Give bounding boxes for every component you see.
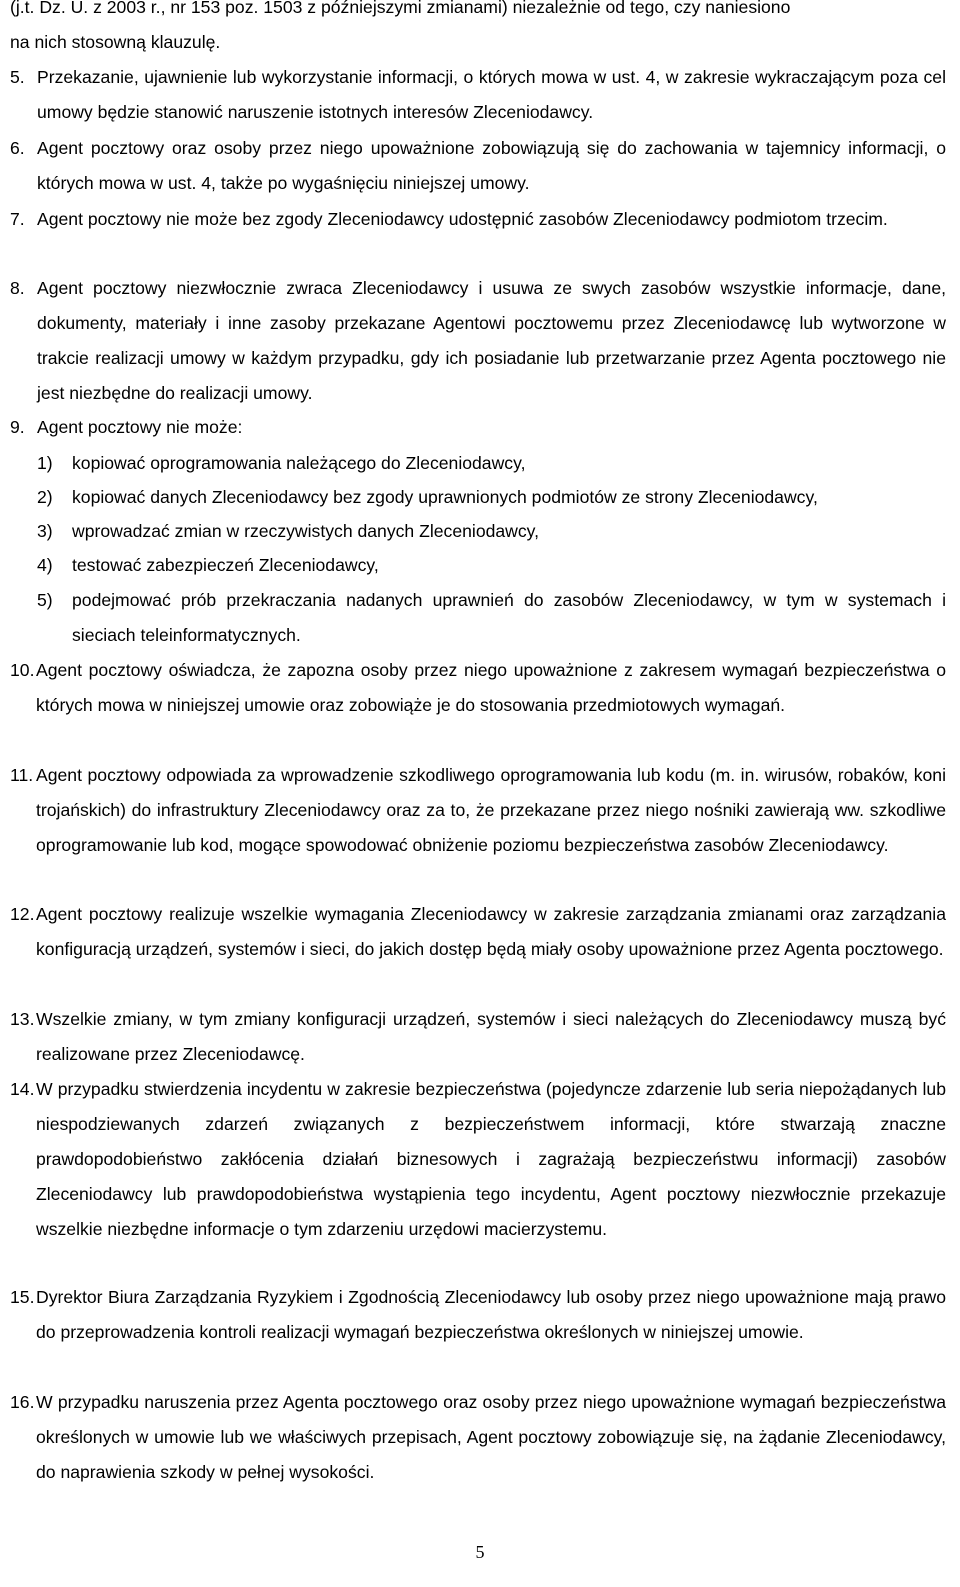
item-number: 11. bbox=[10, 765, 34, 785]
sub-item-text: wprowadzać zmian w rzeczywistych danych Zleceniodawcy, bbox=[72, 521, 540, 541]
item-number: 5. bbox=[10, 67, 25, 87]
item-text: Dyrektor Biura Zarządzania Ryzykiem i Zgodnością Zleceniodawcy lub osoby przez niego upoważnione mają prawo do przeprowadzenia kontroli realizacji wymagań bezpieczeństwa określonych w niniejszej umowie. bbox=[36, 1287, 946, 1342]
sub-item-number: 1) bbox=[37, 453, 53, 473]
item-text: W przypadku stwierdzenia incydentu w zakresie bezpieczeństwa (pojedyncze zdarzenie lub seria niepożądanych lub niespodziewanych zdarzeń związanych z bezpieczeństwem informacji, które stwarzają znaczne prawdopodobieństwo zakłócenia działań biznesowych i zagrażają bezpieczeństwu informacji) zasobów Zleceniodawcy lub prawdopodobieństwa wystąpienia tego incydentu, Agent pocztowy niezwłocznie przekazuje wszelkie niezbędne informacje o tym zdarzeniu urzędowi macierzystemu. bbox=[36, 1079, 946, 1239]
sub-item-text: podejmować prób przekraczania nadanych uprawnień do zasobów Zleceniodawcy, w tym w systemach i sieciach teleinformatycznych. bbox=[72, 590, 946, 645]
intro-line: (j.t. Dz. U. z 2003 r., nr 153 poz. 1503 z późniejszymi zmianami) niezależnie od tego, czy naniesiono bbox=[10, 0, 791, 17]
item-text: Agent pocztowy niezwłocznie zwraca Zleceniodawcy i usuwa ze swych zasobów wszystkie informacje, dane, dokumenty, materiały i inne zasoby przekazane Agentowi pocztowemu przez Zleceniodawcę lub wytworzone w trakcie realizacji umowy w każdym przypadku, gdy ich posiadanie lub przetwarzanie przez Agenta pocztowego nie jest niezbędne do realizacji umowy. bbox=[37, 278, 946, 403]
sub-item-number: 4) bbox=[37, 555, 53, 575]
item-number: 16. bbox=[10, 1392, 35, 1412]
item-text: Agent pocztowy odpowiada za wprowadzenie szkodliwego oprogramowania lub kodu (m. in. wirusów, robaków, koni trojańskich) do infrastruktury Zleceniodawcy oraz za to, że przekazane przez niego nośniki zawierają ww. szkodliwe oprogramowanie lub kod, mogące spowodować obniżenie poziomu bezpieczeństwa zasobów Zleceniodawcy. bbox=[36, 765, 946, 855]
sub-item-text: kopiować oprogramowania należącego do Zleceniodawcy, bbox=[72, 453, 526, 473]
item-number: 14. bbox=[10, 1079, 35, 1099]
item-number: 9. bbox=[10, 417, 25, 437]
intro-line: na nich stosowną klauzulę. bbox=[10, 32, 221, 52]
page-number: 5 bbox=[475, 1542, 485, 1562]
item-number: 10. bbox=[10, 660, 35, 680]
item-text: Agent pocztowy realizuje wszelkie wymagania Zleceniodawcy w zakresie zarządzania zmianami oraz zarządzania konfiguracją urządzeń, systemów i sieci, do jakich dostęp będą miały osoby upoważnione przez Agenta pocztowego. bbox=[36, 904, 946, 959]
item-text: Wszelkie zmiany, w tym zmiany konfiguracji urządzeń, systemów i sieci należących do Zleceniodawcy muszą być realizowane przez Zleceniodawcę. bbox=[36, 1009, 946, 1064]
item-number: 7. bbox=[10, 209, 25, 229]
item-number: 15. bbox=[10, 1287, 35, 1307]
item-number: 13. bbox=[10, 1009, 35, 1029]
item-number: 12. bbox=[10, 904, 35, 924]
item-text: Agent pocztowy oświadcza, że zapozna osoby przez niego upoważnione z zakresem wymagań bezpieczeństwa o których mowa w niniejszej umowie oraz zobowiąże je do stosowania przedmiotowych wymagań. bbox=[36, 660, 946, 715]
sub-item-number: 2) bbox=[37, 487, 53, 507]
sub-item-number: 5) bbox=[37, 590, 53, 610]
sub-item-text: testować zabezpieczeń Zleceniodawcy, bbox=[72, 555, 379, 575]
item-number: 6. bbox=[10, 138, 25, 158]
item-text: Agent pocztowy nie może: bbox=[37, 417, 243, 437]
item-text: Agent pocztowy nie może bez zgody Zleceniodawcy udostępnić zasobów Zleceniodawcy podmiotom trzecim. bbox=[37, 209, 888, 229]
item-text: Agent pocztowy oraz osoby przez niego upoważnione zobowiązują się do zachowania w tajemnicy informacji, o których mowa w ust. 4, także po wygaśnięciu niniejszej umowy. bbox=[37, 138, 946, 193]
sub-item-number: 3) bbox=[37, 521, 53, 541]
item-text: W przypadku naruszenia przez Agenta pocztowego oraz osoby przez niego upoważnione wymagań bezpieczeństwa określonych w umowie lub we właściwych przepisach, Agent pocztowy zobowiązuje się, na żądanie Zleceniodawcy, do naprawienia szkody w pełnej wysokości. bbox=[36, 1392, 946, 1482]
item-number: 8. bbox=[10, 278, 25, 298]
sub-item-text: kopiować danych Zleceniodawcy bez zgody uprawnionych podmiotów ze strony Zleceniodawcy, bbox=[72, 487, 818, 507]
item-text: Przekazanie, ujawnienie lub wykorzystanie informacji, o których mowa w ust. 4, w zakresie wykraczającym poza cel umowy będzie stanowić naruszenie istotnych interesów Zleceniodawcy. bbox=[37, 67, 946, 122]
